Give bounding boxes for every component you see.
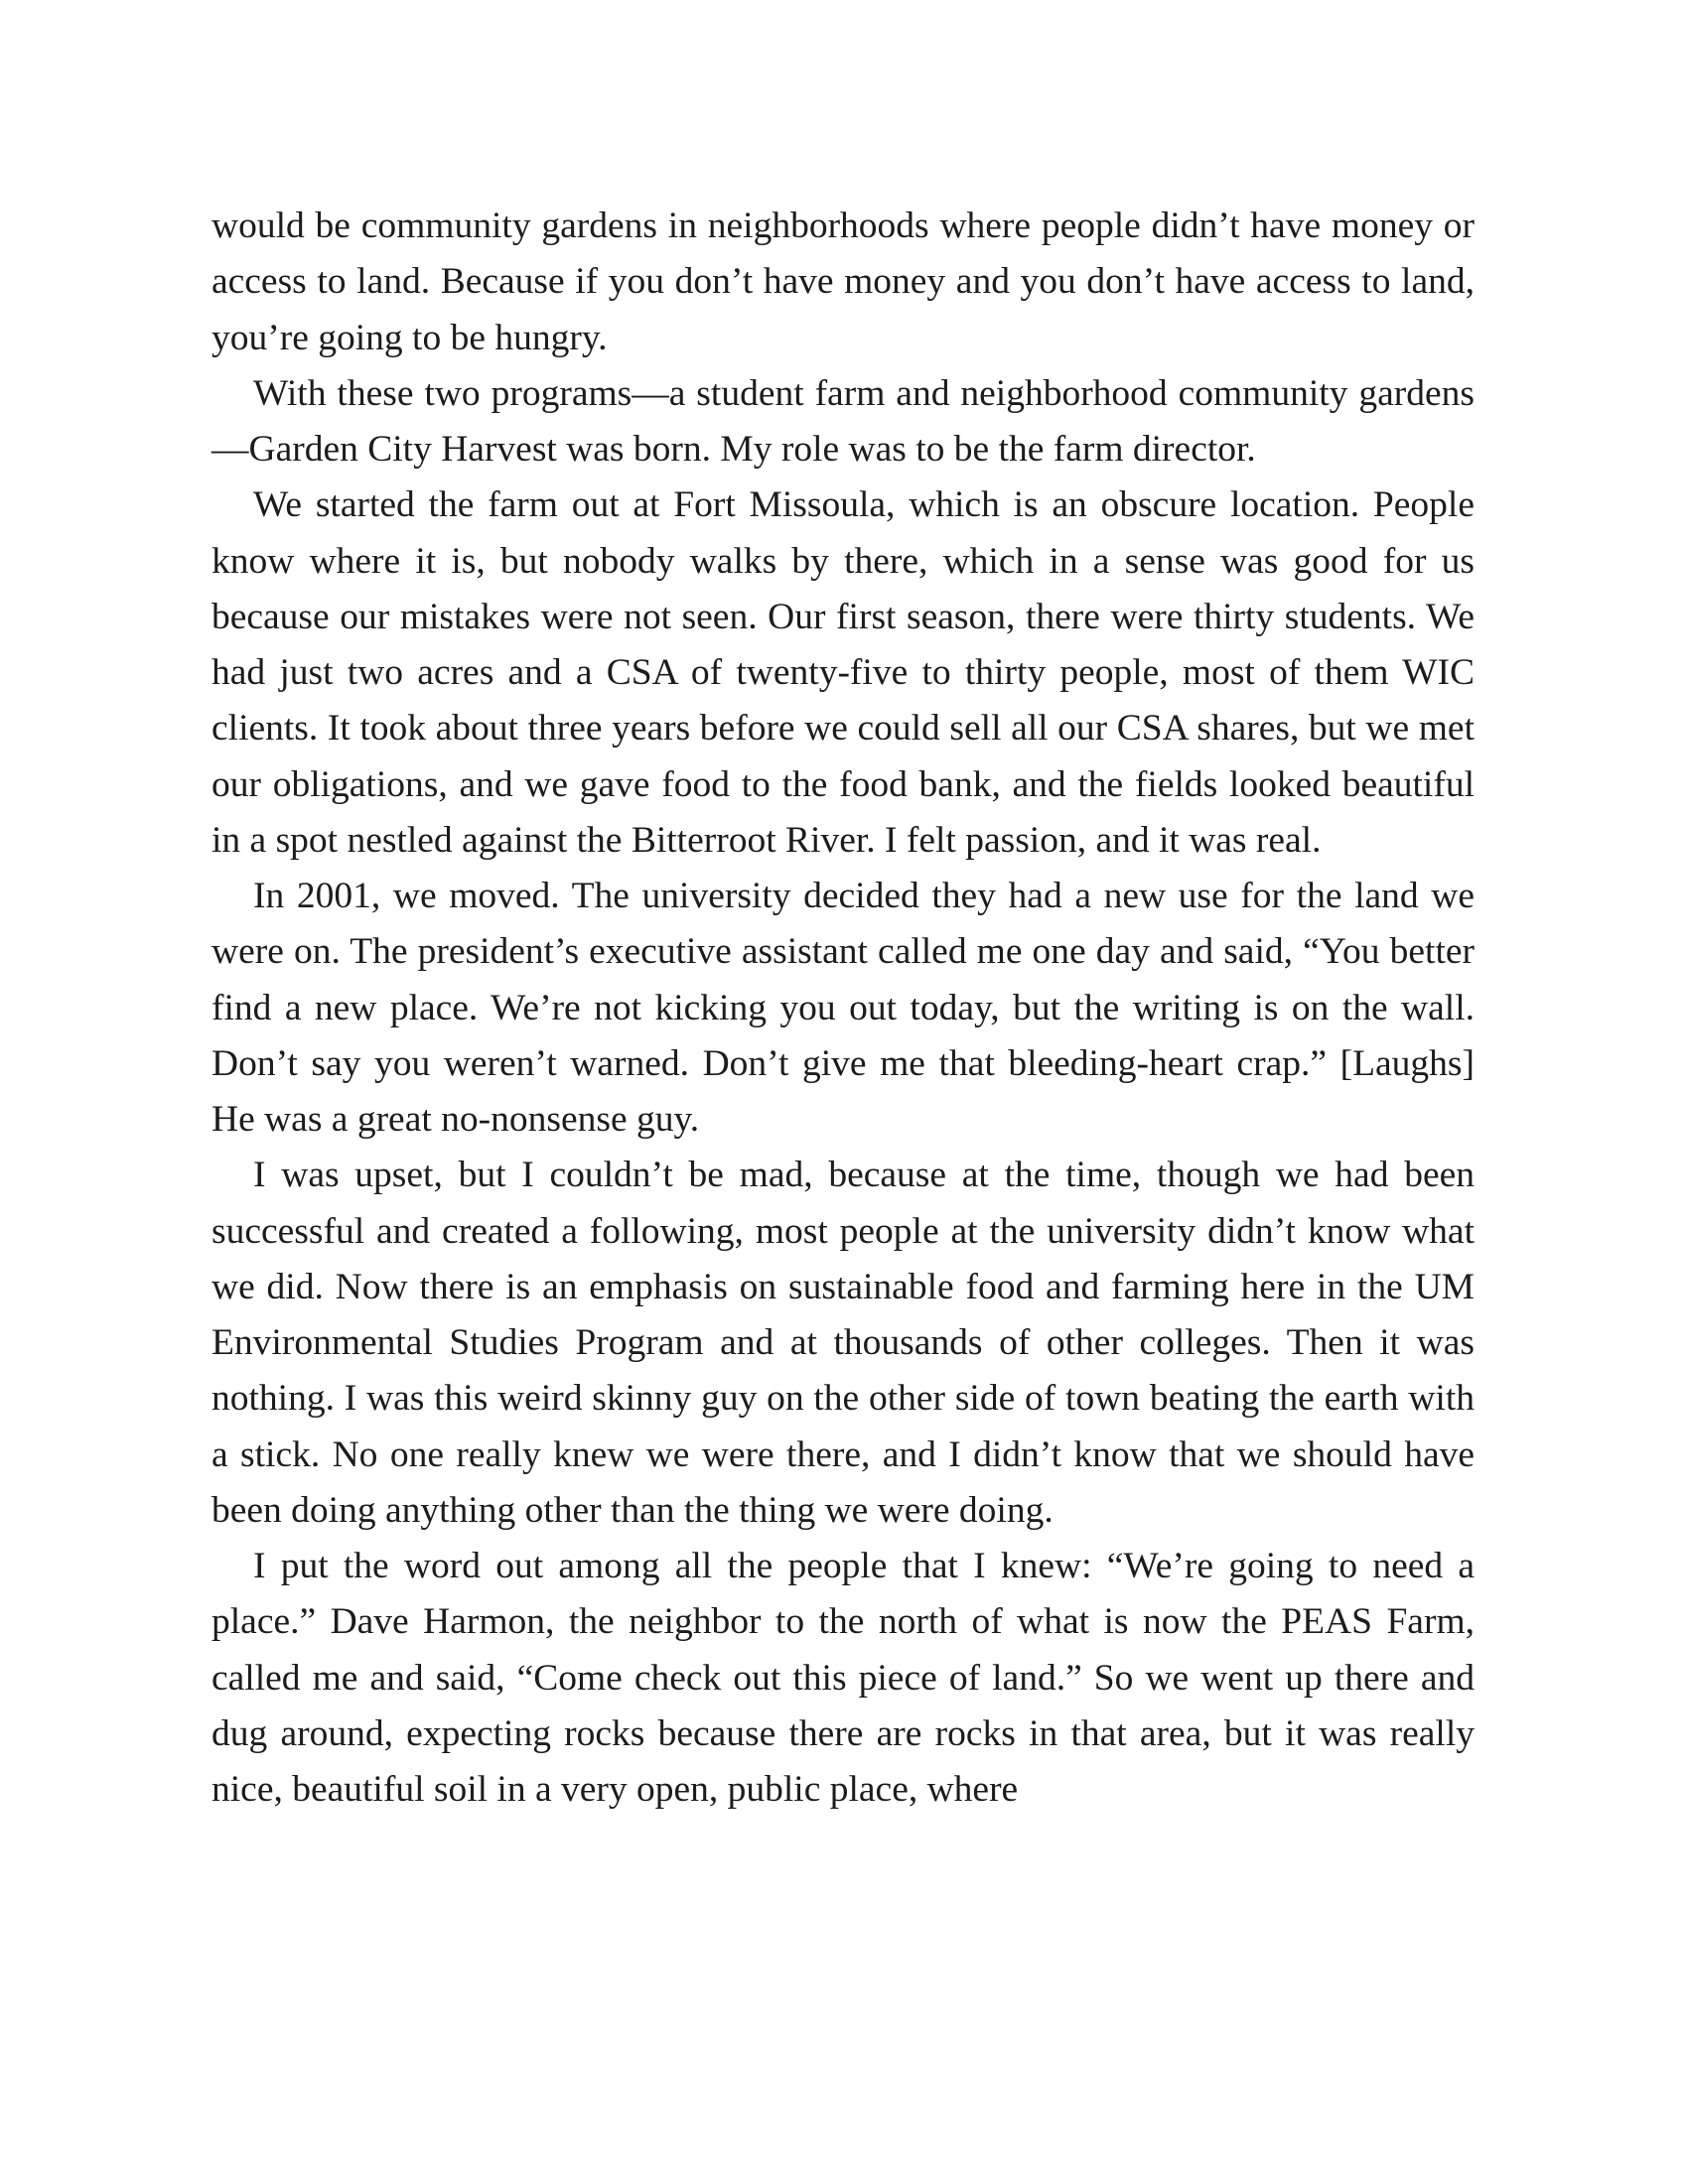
paragraph: In 2001, we moved. The university decided they had a new use for the land we were on. The president’s executive assistant called me one day and said, “You better find a new place. We’re not kicking you out today, but the writing is on the wall. Don’t say you weren’t warned. Don’t give me that bleeding-heart crap.” [Laughs] He was a great no-nonsense guy.: [211, 876, 1475, 1140]
paragraph: I put the word out among all the people that I knew: “We’re going to need a place.” Dave Harmon, the neighbor to the north of what is now the PEAS Farm, called me and said, “Come check out this piece of land.” So we went up there and dug around, expecting rocks because there are rocks in that area, but it was really nice, beautiful soil in a very open, public place, where: [211, 1546, 1475, 1810]
paragraph: With these two programs—a student farm and neighborhood community gardens—Garden City Harvest was born. My role was to be the farm director.: [211, 372, 1475, 470]
paragraph: We started the farm out at Fort Missoula, which is an obscure location. People know where it is, but nobody walks by there, which in a sense was good for us because our mistakes were not seen. Our first season, there were thirty students. We had just two acres and a CSA of twenty-five to thirty people, most of them WIC clients. It took about three years before we could sell all our CSA shares, but we met our obligations, and we gave food to the food bank, and the fields looked beautiful in a spot nestled against the Bitterroot River. I felt passion, and it was real.: [211, 484, 1475, 861]
page-body: [211, 199, 1475, 1818]
paragraph-continued: would be community gardens in neighborhoods where people didn’t have money or access to land. Because if you don’t have money and you don’t have access to land, you’re going to be hungry.: [211, 205, 1475, 358]
paragraph: I was upset, but I couldn’t be mad, because at the time, though we had been successful and created a following, most people at the university didn’t know what we did. Now there is an emphasis on sustainable food and farming here in the UM Environmental Studies Program and at thousands of other colleges. Then it was nothing. I was this weird skinny guy on the other side of town beating the earth with a stick. No one really knew we were there, and I didn’t know that we should have been doing anything other than the thing we were doing.: [211, 1155, 1475, 1531]
